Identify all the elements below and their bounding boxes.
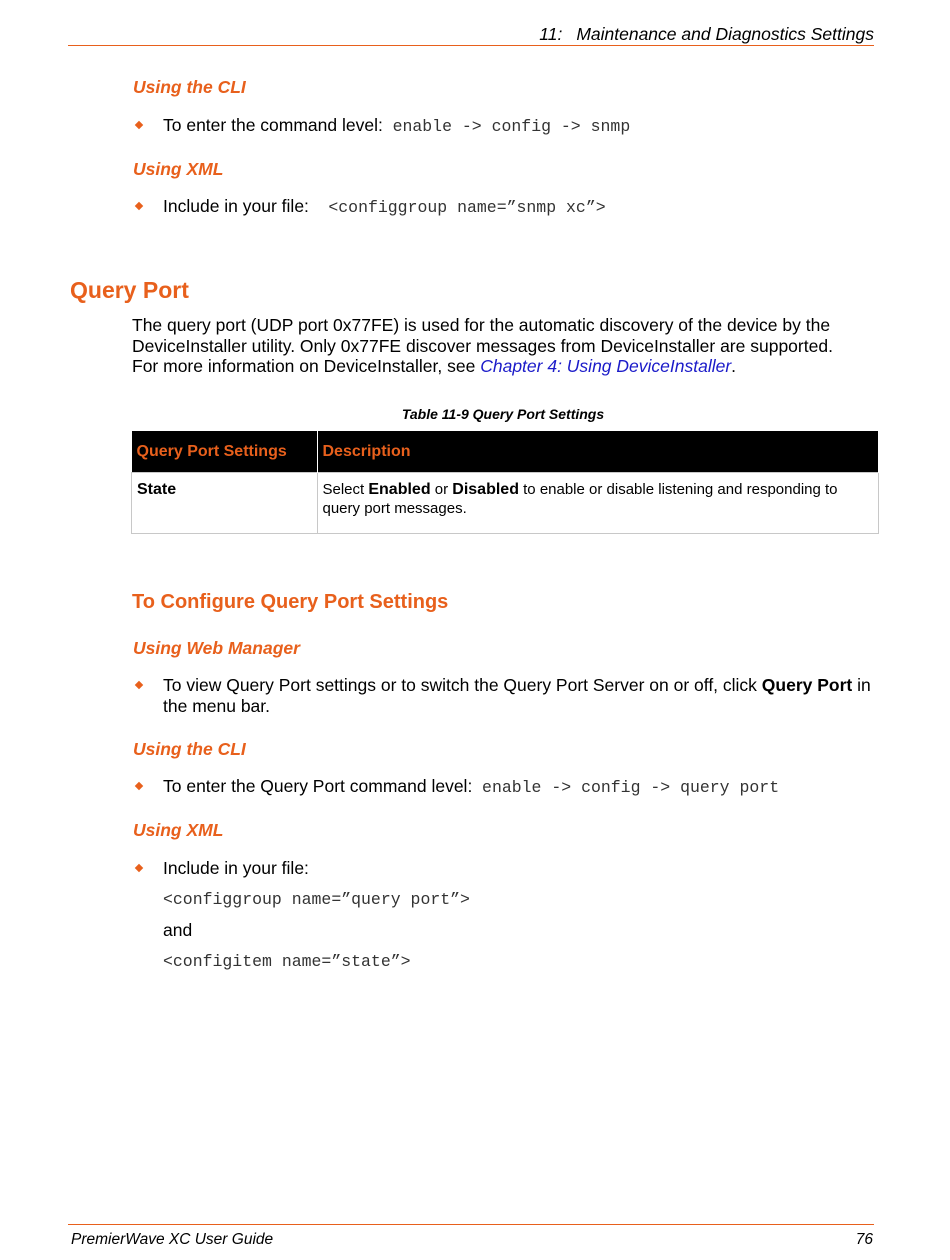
web-manager-item: To view Query Port settings or to switch the Query Port Server on or off, click Query Port in the menu bar. — [163, 675, 871, 716]
page-number: 76 — [855, 1231, 873, 1248]
configure-xml-code-2: <configitem name=”state”> — [163, 952, 411, 971]
configure-heading: To Configure Query Port Settings — [132, 591, 449, 613]
snmp-cli-item — [163, 115, 630, 137]
configure-xml-heading: Using XML — [133, 820, 224, 840]
table-caption: Table 11-9 Query Port Settings — [401, 406, 605, 422]
settings-table — [131, 431, 879, 534]
footer-rule — [68, 1224, 874, 1225]
intro-end: . — [731, 356, 737, 376]
configure-xml-code-1: <configgroup name=”query port”> — [163, 890, 470, 909]
snmp-xml-text: Include in your file: — [163, 196, 309, 216]
chapter-number: 11: — [539, 24, 563, 44]
bullet-icon — [135, 782, 143, 790]
column-header: Description — [317, 431, 879, 473]
bullet-icon — [135, 864, 143, 872]
intro-text: The query port (UDP port 0x77FE) is used for the automatic discovery of the device by the DeviceInstaller utility. Only 0x77FE discover messages from DeviceInstaller are supported. For more information on DeviceInstaller, see — [132, 315, 833, 376]
section-title: Query Port — [70, 277, 189, 303]
settings-table-wrapper — [131, 431, 879, 534]
section-intro — [132, 315, 862, 377]
snmp-xml-item — [163, 196, 606, 218]
configure-xml-and: and — [163, 920, 193, 940]
bullet-icon — [135, 681, 143, 689]
header-rule — [68, 45, 874, 46]
chapter-link[interactable]: Chapter 4: Using DeviceInstaller — [480, 356, 732, 376]
bullet-icon — [135, 121, 143, 129]
chapter-title: Maintenance and Diagnostics Settings — [576, 24, 874, 44]
setting-description: Select Enabled or Disabled to enable or disable listening and responding to query port messages. — [317, 473, 879, 534]
column-header: Query Port Settings — [132, 431, 318, 473]
configure-cli-text: To enter the Query Port command level: — [163, 776, 473, 796]
query-port-menu-ref: Query Port — [761, 675, 853, 695]
footer-guide-title: PremierWave XC User Guide — [71, 1231, 274, 1248]
configure-cli-heading: Using the CLI — [133, 739, 246, 759]
bullet-icon — [135, 202, 143, 210]
snmp-xml-code: <configgroup name=”snmp xc”> — [328, 198, 606, 217]
snmp-cli-heading: Using the CLI — [133, 77, 246, 97]
configure-xml-text: Include in your file: — [163, 858, 309, 878]
snmp-cli-command: enable -> config -> snmp — [392, 117, 631, 136]
table-header-row — [132, 431, 879, 473]
configure-cli-command: enable -> config -> query port — [482, 778, 780, 797]
snmp-xml-heading: Using XML — [133, 159, 224, 179]
table-row — [132, 473, 879, 534]
configure-cli-item — [163, 776, 779, 798]
snmp-cli-text: To enter the command level: — [163, 115, 383, 135]
page-header — [539, 24, 874, 45]
web-manager-heading: Using Web Manager — [133, 638, 300, 658]
setting-name: State — [132, 473, 318, 534]
